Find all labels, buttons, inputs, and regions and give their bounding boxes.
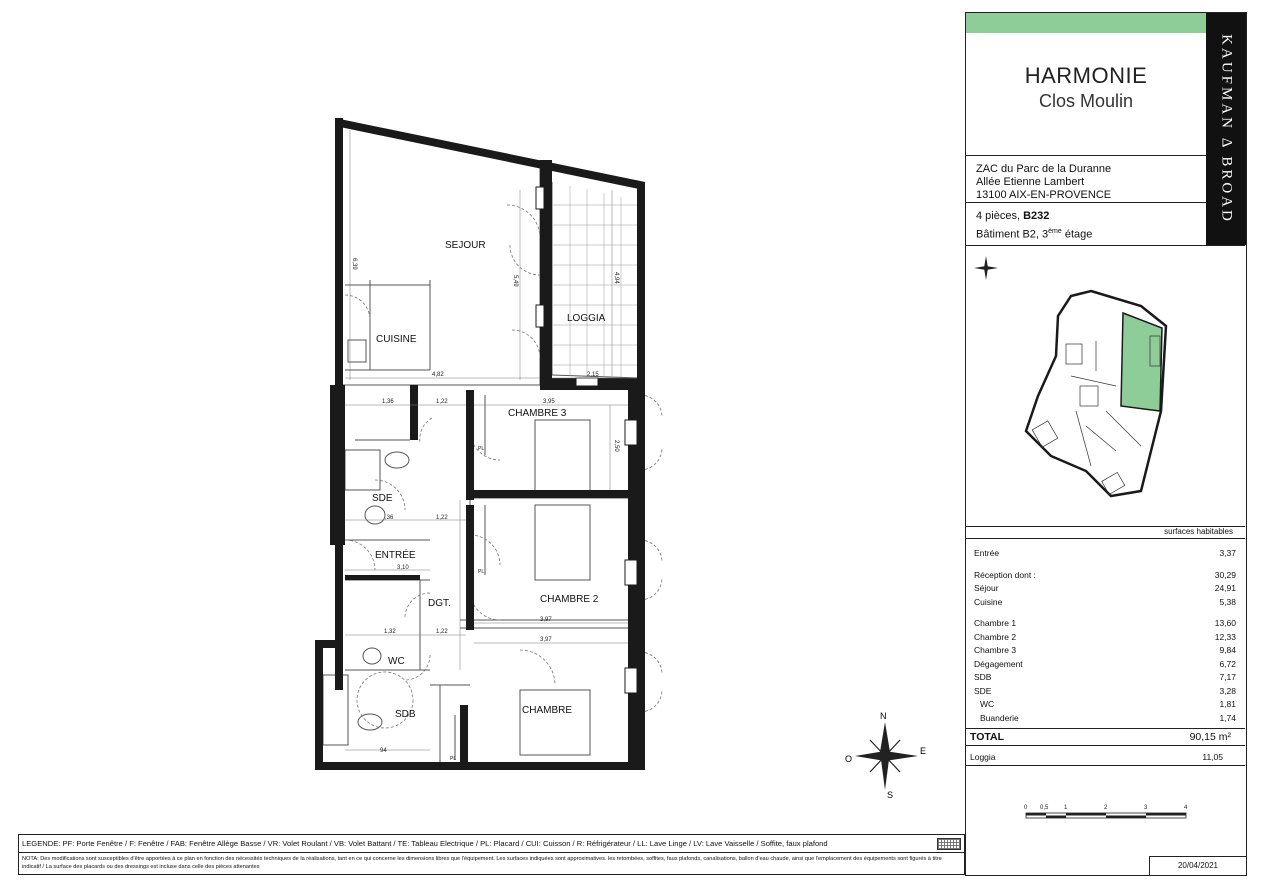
surface-label: Cuisine [974, 596, 1003, 607]
svg-text:PL: PL [478, 569, 485, 575]
surface-value: 3,28 [1219, 685, 1236, 696]
lot-building-text: Bâtiment B2, 3 [976, 228, 1049, 241]
surface-label: Entrée [974, 548, 1000, 558]
room-label-chambre2: CHAMBRE 2 [540, 594, 599, 605]
scale-label: 2 [1104, 805, 1108, 811]
surface-row [974, 631, 1236, 645]
surface-row [974, 658, 1236, 672]
scale-label: 4 [1184, 805, 1188, 811]
title-block [965, 12, 1247, 876]
surface-label: Chambre 2 [974, 631, 1017, 642]
surface-value: 13,60 [1214, 618, 1236, 628]
compass-north: N [880, 711, 887, 721]
svg-text:PL: PL [478, 446, 485, 452]
surface-row [974, 547, 1236, 561]
surfaces-header: surfaces habitables [966, 525, 1245, 539]
loggia-label: Loggia [970, 752, 996, 762]
legend [18, 834, 965, 853]
scale-label: 0,5 [1040, 805, 1049, 811]
scale-label: 3 [1144, 805, 1148, 811]
address-line: ZAC du Parc de la Duranne [976, 163, 1112, 175]
dim-label: 6,39 [351, 258, 357, 270]
dim-label: 94 [380, 748, 387, 754]
surface-label: Chambre 3 [974, 645, 1017, 655]
plan-date: 20/04/2021 [1149, 856, 1246, 875]
compass-east: E [920, 746, 927, 756]
room-label-dgt: DGT. [428, 598, 451, 609]
dim-label: 3,10 [397, 565, 409, 571]
scale-label: 1 [1064, 805, 1068, 811]
room-label-loggia: LOGGIA [567, 313, 606, 324]
surface-row [974, 671, 1236, 685]
room-label-entree: ENTRÉE [375, 550, 416, 561]
surface-value: 30,29 [1214, 569, 1236, 580]
svg-text:PL: PL [450, 756, 457, 762]
total-row [966, 728, 1245, 746]
surfaces-table [974, 547, 1236, 725]
dim-label: 2,15 [587, 372, 599, 378]
surface-row [974, 617, 1236, 631]
disclaimer-note: NOTA: Des modifications sont susceptibles d'être apportées à ce plan en fonction des nécessités techniques de la réalisations, tant en ce qui concerne les dimensions libres que l'équipement. Les surfaces indiquées sont approximatives. les retombées, soffites, faux plafonds, canalisations, ballon d'eau chaude, ainsi que l'emplacement des équipements sont figurés à titre indicatif / La surface des placards ou des dressings est incluse dans celle des pièces attenantes [18, 853, 965, 875]
project-title: HARMONIE [1024, 63, 1148, 88]
legend-text: LEGENDE: PF: Porte Fenêtre / F: Fenêtre / FAB: Fenêtre Allège Basse / VR: Volet Roulant / VB: Volet Battant / TE: Tableau Electrique / PL: Placard / CUI: Cuisson / R: Réfrigérateur / LL: Lave Linge / LV: Lave Vaisselle / Soffite, faux plafond [22, 839, 828, 848]
lot-floor-sup: ème [1048, 228, 1062, 235]
compass-west: O [845, 754, 853, 764]
project-title-box [966, 33, 1206, 156]
surface-label: Dégagement [974, 658, 1023, 669]
project-subtitle: Clos Moulin [1038, 91, 1134, 111]
lot-number: B232 [1023, 210, 1050, 222]
dim-label: ,36 [385, 515, 394, 521]
surface-row [974, 644, 1236, 658]
address-line: 13100 AIX-EN-PROVENCE [976, 189, 1112, 201]
address-line: Allée Etienne Lambert [976, 176, 1085, 188]
dim-label: 1,22 [436, 629, 448, 635]
surface-row [974, 698, 1236, 712]
room-label-chambre: CHAMBRE [522, 705, 573, 716]
dim-label: 4,94 [613, 272, 619, 284]
scale-label: 0 [1024, 805, 1028, 811]
total-label: TOTAL [970, 731, 1005, 743]
surface-label: Réception dont : [974, 569, 1036, 580]
soffit-hatch-icon [937, 838, 961, 850]
compass-south: S [887, 790, 894, 800]
dim-label: 5,49 [512, 275, 518, 287]
surface-label: SDE [974, 685, 992, 696]
surface-value: 24,91 [1214, 583, 1236, 593]
address-block [966, 155, 1206, 203]
dim-label: 1,36 [382, 399, 394, 405]
room-label-sejour: SEJOUR [445, 240, 486, 251]
surface-value: 7,17 [1219, 672, 1236, 682]
dim-label: 3,95 [543, 399, 555, 405]
total-value: 90,15 m² [1189, 731, 1231, 743]
surface-value: 6,72 [1219, 658, 1236, 669]
scale-bar [1024, 801, 1194, 831]
dim-label: 4,82 [432, 372, 444, 378]
room-label-chambre3: CHAMBRE 3 [508, 408, 567, 419]
surface-row [974, 685, 1236, 699]
dim-label: 3,97 [540, 617, 552, 623]
room-label-cuisine: CUISINE [376, 334, 417, 345]
surface-value: 3,37 [1219, 548, 1236, 558]
key-plan [966, 246, 1245, 526]
surface-row [974, 582, 1236, 596]
surface-label: Buanderie [980, 712, 1019, 723]
room-label-sdb: SDB [395, 709, 416, 720]
lot-floor-suffix: étage [1061, 228, 1093, 241]
lot-type [976, 209, 1206, 224]
room-label-wc: WC [388, 656, 405, 667]
surface-value: 9,84 [1219, 645, 1236, 655]
lot-info [966, 203, 1206, 245]
surface-value: 5,38 [1219, 596, 1236, 607]
dim-label: 2,50 [613, 440, 619, 452]
lot-pieces: 4 pièces, [976, 210, 1024, 222]
surface-value: 1,81 [1219, 699, 1236, 709]
surface-label: SDB [974, 672, 992, 682]
surface-value: 12,33 [1214, 631, 1236, 642]
surface-label: Séjour [974, 583, 999, 593]
dim-label: 1,22 [436, 515, 448, 521]
dim-label: 3,97 [540, 637, 552, 643]
lot-building [976, 224, 1206, 243]
plan-thick-walls [315, 118, 645, 770]
dim-label: 1,22 [436, 399, 448, 405]
brand-logo [1206, 13, 1246, 245]
dim-label: 1,32 [384, 629, 396, 635]
surface-row [974, 712, 1236, 726]
room-label-sde: SDE [372, 493, 393, 504]
surface-label: WC [980, 699, 995, 709]
loggia-row [966, 752, 1245, 766]
key-plan-box [966, 245, 1245, 527]
accent-bar [966, 13, 1206, 33]
surface-row [974, 596, 1236, 610]
surface-row [974, 569, 1236, 583]
surface-value: 1,74 [1219, 712, 1236, 723]
compass-cross-icon [974, 256, 998, 280]
compass-rose-icon [845, 711, 926, 800]
surface-label: Chambre 1 [974, 618, 1017, 628]
loggia-value: 11,05 [1202, 752, 1223, 762]
loggia-tiles [553, 186, 638, 377]
brand-name: KAUFMAN Δ BROAD [1218, 34, 1235, 224]
